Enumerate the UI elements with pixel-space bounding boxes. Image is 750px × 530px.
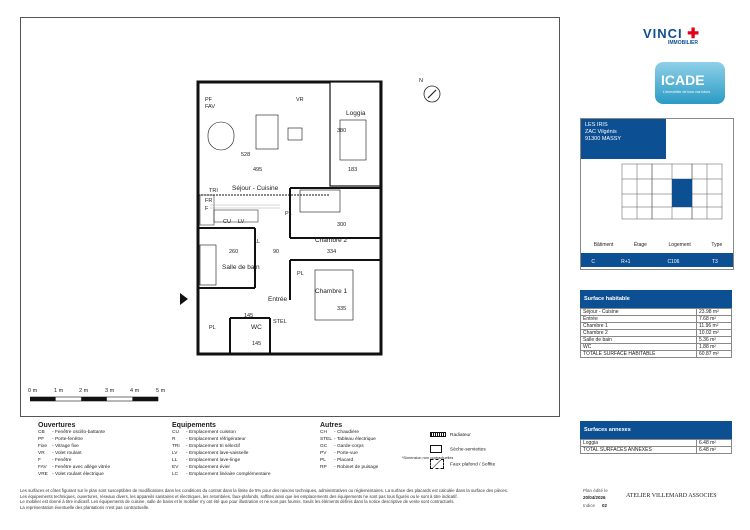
vinci-immobilier: IMMOBILIER (668, 40, 698, 46)
legend-item: CH - Chaudière (320, 430, 360, 435)
surface-label: Salle de bain (581, 337, 697, 344)
logement-value: C (591, 259, 595, 265)
footer-line: Les équipements techniques, ouvertures, réseaux divers, les appareils sanitaires et électriques, les retombées, faux-plafonds, soffites ainsi que les emplacements des équipements ne sont pas tous figurés ou le sont à titre indicatif. (20, 493, 458, 499)
dim-300: 300 (337, 222, 347, 228)
legend-code: PF (38, 437, 45, 442)
logement-value: R+1 (621, 259, 631, 265)
surfaces-annexes-table (580, 439, 732, 454)
logement-header: Étage (633, 242, 647, 248)
legend-desc: Volet roulant (54, 451, 82, 456)
legend-desc: Volet roulant électrique (54, 472, 104, 477)
surface-row (581, 344, 732, 351)
footer-line: La représentation éventuelle des plantations n'est pas contractuelle. (20, 504, 150, 510)
legend-item: PL - Placard (320, 458, 354, 463)
footer-disclaimer (20, 488, 560, 510)
dim-183: 183 (348, 167, 358, 173)
mark-ll: LL (254, 239, 261, 245)
surface-habitable-title: Surface habitable (580, 290, 732, 308)
legend-desc: Garde-corps (336, 444, 364, 449)
surface-value: 11.96 m² (697, 323, 732, 330)
dim-260: 260 (229, 249, 239, 255)
surface-value: 1.88 m² (697, 344, 732, 351)
room-entree: Entrée (268, 296, 288, 303)
surface-label: Entrée (581, 316, 697, 323)
legend-item: RP - Robinet de puisage (320, 465, 379, 470)
dim-334: 334 (327, 249, 337, 255)
dim-380: 380 (337, 128, 347, 134)
plan-edite-date: 20/04/2026 (583, 495, 606, 500)
legend-autres (320, 422, 378, 471)
soffit-icon (430, 459, 444, 469)
mark-tri: TRI (209, 188, 218, 194)
surface-label: Chambre 2 (581, 330, 697, 337)
scale-label-1: 1 m (54, 388, 64, 394)
icade-tagline: L'immobilier de tous vos futurs (663, 90, 711, 94)
legend-desc: Porte-vue (336, 451, 358, 456)
scale-label-2: 2 m (79, 388, 89, 394)
scale-label-0: 0 m (28, 388, 38, 394)
surface-value: 60.87 m² (697, 351, 732, 358)
surface-value: 6.48 m² (697, 447, 732, 454)
legend-code: PL (320, 458, 326, 463)
legend-desc: Fenêtre oscillo-battante (54, 430, 106, 435)
building-key-plan (617, 159, 731, 229)
legend-code: VRE (38, 472, 48, 477)
highlighted-unit (672, 179, 692, 207)
legend-desc: Porte-fenêtre (54, 437, 83, 442)
radiator-icon (430, 432, 446, 437)
legend-item: LC - Emplacement linéaire complémentaire (172, 472, 271, 477)
north-label: N (419, 78, 423, 84)
legend-desc: Emplacement cuisson (188, 430, 236, 435)
legend-item: LV - Emplacement lave-vaisselle (172, 451, 249, 456)
legend-item: VRE - Volet roulant électrique (38, 472, 104, 477)
legend-desc: Emplacement réfrigérateur (188, 437, 246, 442)
surface-row (581, 309, 732, 316)
vinci-text: VINCI (643, 26, 683, 41)
compass-icon (422, 84, 442, 104)
logement-table (581, 239, 731, 251)
legend-equipements-title: Equipements (172, 422, 216, 429)
legend-ouvertures-title: Ouvertures (38, 422, 76, 429)
legend-item: Fixe - Vitrage fixe (38, 444, 79, 449)
legend-code: LV (172, 451, 178, 456)
legend-item: PF - Porte-fenêtre (38, 437, 83, 442)
mark-cu: CU (223, 219, 231, 225)
project-panel (580, 118, 734, 270)
legend-desc: Emplacement lave-linge (188, 458, 241, 463)
legend-item: FAV - Fenêtre avec allège vitrée (38, 465, 111, 470)
legend-code: CH (320, 430, 327, 435)
logement-values (581, 256, 731, 268)
floor-plan (170, 70, 420, 370)
legend-code: CB (38, 430, 45, 435)
legend-desc: Chaudière (336, 430, 360, 435)
surface-row (581, 440, 732, 447)
legend-symbols (430, 432, 495, 469)
surface-row (581, 330, 732, 337)
room-chambre1: Chambre 1 (315, 288, 348, 295)
legend-ouvertures (38, 422, 110, 478)
room-wc: WC (251, 324, 262, 331)
legend-code: PV (320, 451, 327, 456)
legend-desc: Placard (336, 458, 354, 463)
project-name: LES IRIS (585, 122, 608, 128)
dim-495: 495 (253, 167, 263, 173)
legend-desc: Emplacement tri sélectif (188, 444, 240, 449)
legend-item: R - Emplacement réfrigérateur (172, 437, 246, 442)
legend-item: EV - Emplacement évier (172, 465, 230, 470)
mark-lv: LV (238, 219, 245, 225)
towel-dryer-icon (430, 445, 442, 453)
legend-item: LL - Emplacement lave-linge (172, 458, 241, 463)
legend-item: TRI - Emplacement tri sélectif (172, 444, 240, 449)
dim-145: 145 (244, 313, 254, 319)
surface-value: 6.48 m² (697, 440, 732, 447)
entry-arrow-icon (180, 293, 188, 305)
scale-label-5: 5 m (156, 388, 166, 394)
mark-pl3: PL (297, 271, 304, 277)
surface-label: WC (581, 344, 697, 351)
legend-autres-title: Autres (320, 422, 343, 429)
legend-desc: Emplacement linéaire complémentaire (188, 472, 271, 477)
legend-desc: Robinet de puisage (336, 465, 379, 470)
legend-desc: Tableau électrique (336, 437, 376, 442)
surface-row (581, 337, 732, 344)
legend-item: CB - Fenêtre oscillo-battante (38, 430, 106, 435)
surface-value: 5.36 m² (697, 337, 732, 344)
legend-code: STEL (320, 437, 332, 442)
scale-label-4: 4 m (130, 388, 140, 394)
dim-90: 90 (273, 249, 280, 255)
logement-value: T3 (711, 259, 718, 265)
room-sdb: Salle de bain (222, 264, 260, 271)
surface-value: 7.68 m² (697, 316, 732, 323)
mark-stel: STEL (273, 319, 287, 325)
mark-f: F (205, 206, 209, 212)
room-sejour: Séjour - Cuisine (232, 185, 279, 192)
mark-fr: FR (205, 198, 213, 204)
scale-label-3: 3 m (105, 388, 115, 394)
footer-line: Les surfaces et côtes figurant sur le plan sont susceptibles de modifications dans les conditions du contrat dans la limite de 5% pour des raisons techniques, administratives ou réglementaires. La surface des placards est calculée dans la surface des pièces. (20, 488, 508, 493)
mark-vr: VR (296, 97, 304, 103)
surface-label: TOTALE SURFACE HABITABLE (581, 351, 697, 358)
vinci-cross-icon: ✚ (687, 25, 701, 41)
legend-code: R (172, 437, 176, 442)
room-loggia: Loggia (346, 110, 366, 117)
legend-radiateur: Radiateur (450, 433, 471, 438)
logement-header: Type (711, 242, 723, 248)
surface-row (581, 316, 732, 323)
mark-fav: FAV (205, 104, 215, 110)
legend-item: F - Fenêtre (38, 458, 72, 463)
legend-faux-plafond: Faux plafond / Soffite (450, 462, 496, 468)
legend-code: FAV (38, 465, 47, 470)
legend-item: VR - Volet roulant (38, 451, 82, 456)
mark-pl2: PL (285, 211, 292, 217)
legend-code: Fixe (38, 444, 48, 449)
project-zac: ZAC Vilgénis (585, 129, 617, 135)
legend-code: CU (172, 430, 179, 435)
legend-code: VR (38, 451, 45, 456)
legend-equipements (172, 422, 271, 478)
legend-seche: Sèche-serviettes (450, 447, 486, 453)
legend-desc: Fenêtre avec allège vitrée (54, 465, 111, 470)
surface-row (581, 323, 732, 330)
surface-label: Loggia (581, 440, 697, 447)
legend-code: RP (320, 465, 327, 470)
plan-edite-label: Plan édité le (583, 488, 608, 493)
surface-label: TOTAL SURFACES ANNEXES (581, 447, 697, 454)
surface-row (581, 447, 732, 454)
architect-name: ATELIER VILLEMARD ASSOCIES (626, 493, 717, 499)
legend-code: LC (172, 472, 179, 477)
project-city: 91300 MASSY (585, 136, 622, 142)
legend-item: STEL - Tableau électrique (320, 437, 376, 442)
legend-desc: Vitrage fixe (54, 444, 79, 449)
logement-value: C106 (667, 259, 680, 265)
dimension-note: *Dimension non contractuelles (402, 456, 454, 460)
dim-335: 335 (337, 306, 347, 312)
surface-value: 23.98 m² (697, 309, 732, 316)
dim-528: 528 (241, 152, 251, 158)
indice-label: Indice (583, 503, 596, 508)
room-chambre2: Chambre 2 (315, 237, 348, 244)
logement-header: Bâtiment (593, 242, 614, 248)
surface-label: Chambre 1 (581, 323, 697, 330)
footer-line: Le mobilier est donné à titre indicatif. Les équipements de cuisine, salle de bains et le mobilier n'y ont été que pour illustration et ne sont pas fournis. Seuls les éléments définis dans la notice descriptive de vente sont contractuels. (20, 499, 455, 504)
surface-habitable-table (580, 308, 732, 358)
legend-code: GC (320, 444, 328, 449)
icade-text: ICADE (661, 72, 705, 88)
legend-code: LL (172, 458, 178, 463)
legend-item: CU - Emplacement cuisson (172, 430, 236, 435)
surface-row (581, 351, 732, 358)
legend-item: PV - Porte-vue (320, 451, 358, 456)
legend-code: TRI (172, 444, 180, 449)
logement-header: Logement (668, 242, 691, 248)
mark-pf: PF (205, 97, 213, 103)
indice-value: 02 (602, 503, 608, 508)
legend-code: F (38, 458, 41, 463)
icade-logo (655, 62, 725, 104)
dim-145b: 145 (252, 341, 262, 347)
legend-desc: Emplacement évier (188, 465, 230, 470)
scale-bar (30, 396, 170, 402)
surface-label: Séjour - Cuisine (581, 309, 697, 316)
surfaces-annexes-title: Surfaces annexes (580, 421, 732, 439)
legend-item: GC - Garde-corps (320, 444, 364, 449)
legend-code: EV (172, 465, 179, 470)
surface-value: 10.02 m² (697, 330, 732, 337)
legend-desc: Emplacement lave-vaisselle (188, 451, 249, 456)
mark-pl: PL (209, 325, 216, 331)
legend-desc: Fenêtre (54, 458, 72, 463)
